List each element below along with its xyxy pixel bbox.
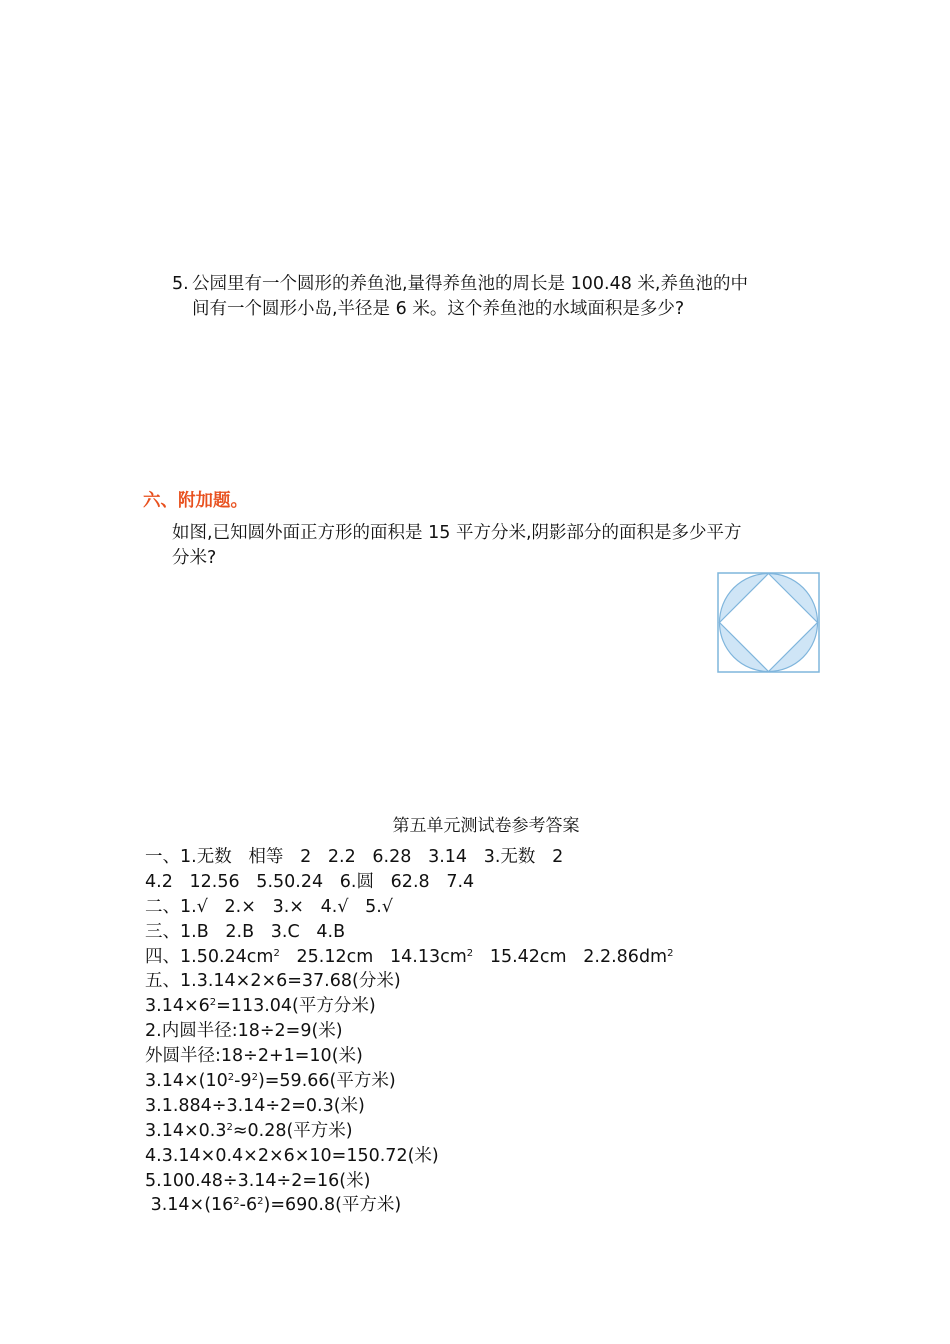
answer-text: 3.14×0.3 xyxy=(145,1120,227,1141)
answer-row xyxy=(145,920,673,945)
answer-text: 一、1.无数 相等 2 2.2 6.28 3.14 3.无数 2 xyxy=(145,847,564,867)
answer-text: )=59.66(平方米) xyxy=(257,1071,396,1092)
question-number: 5. xyxy=(172,274,189,294)
answer-key-title: 第五单元测试卷参考答案 xyxy=(392,816,580,836)
answer-row xyxy=(145,1144,673,1169)
answer-text: )=690.8(平方米) xyxy=(263,1195,402,1216)
answer-list xyxy=(145,845,673,1218)
answer-row xyxy=(145,895,673,920)
answer-text: 4.3.14×0.4×2×6×10=150.72(米) xyxy=(145,1145,439,1166)
answer-row xyxy=(145,1169,673,1194)
answer-row xyxy=(145,994,673,1019)
answer-row xyxy=(145,945,673,970)
superscript: 2 xyxy=(257,1196,264,1208)
question-5-line-2: 间有一个圆形小岛,半径是 6 米。这个养鱼池的水域面积是多少? xyxy=(192,299,685,319)
square-circle-figure xyxy=(717,572,820,673)
superscript: 2 xyxy=(233,1196,240,1208)
superscript: 2 xyxy=(226,1121,233,1133)
answer-text: 3.14×(10 xyxy=(145,1071,228,1092)
answer-text: =113.04(平方分米) xyxy=(216,996,376,1017)
answer-row xyxy=(145,870,673,895)
superscript: 2 xyxy=(273,947,280,959)
answer-text: 3.14×6 xyxy=(145,996,210,1017)
answer-text: 二、1.√ 2.× 3.× 4.√ 5.√ xyxy=(145,896,394,917)
superscript: 2 xyxy=(251,1072,258,1084)
answer-row xyxy=(145,1019,673,1044)
answer-text: 25.12cm 14.13cm xyxy=(279,946,467,967)
answer-text: 三、1.B 2.B 3.C 4.B xyxy=(145,921,346,942)
extra-question-line-1: 如图,已知圆外面正方形的面积是 15 平方分米,阴影部分的面积是多少平方 xyxy=(172,523,742,543)
answer-text: 2.内圆半径:18÷2=9(米) xyxy=(145,1021,343,1042)
answer-text: 4.2 12.56 5.50.24 6.圆 62.8 7.4 xyxy=(145,871,475,892)
answer-text: 四、1.50.24cm xyxy=(145,946,274,967)
answer-row xyxy=(145,1094,673,1119)
answer-row xyxy=(145,1119,673,1144)
answer-row xyxy=(145,1193,673,1218)
answer-text: 5.100.48÷3.14÷2=16(米) xyxy=(145,1170,371,1191)
question-5-line-1 xyxy=(172,272,822,297)
question-5 xyxy=(172,272,822,322)
extra-question xyxy=(172,521,812,571)
answer-row xyxy=(145,845,673,870)
answer-text: 3.1.884÷3.14÷2=0.3(米) xyxy=(145,1095,365,1116)
superscript: 2 xyxy=(667,947,674,959)
answer-text: 外圆半径:18÷2+1=10(米) xyxy=(145,1046,363,1067)
answer-text: 五、1.3.14×2×6=37.68(分米) xyxy=(145,971,401,992)
answer-row xyxy=(145,1069,673,1094)
answer-row xyxy=(145,969,673,994)
section-6-heading: 六、附加题。 xyxy=(143,491,248,511)
superscript: 2 xyxy=(466,947,474,959)
answer-text: -6 xyxy=(239,1195,258,1216)
extra-question-line-2: 分米? xyxy=(172,548,217,568)
answer-text: 15.42cm 2.2.86dm xyxy=(473,946,668,967)
answer-row xyxy=(145,1044,673,1069)
answer-text: 3.14×(16 xyxy=(145,1195,234,1216)
answer-text: ≈0.28(平方米) xyxy=(232,1120,353,1141)
superscript: 2 xyxy=(227,1072,235,1084)
answer-text: -9 xyxy=(234,1071,252,1092)
superscript: 2 xyxy=(209,997,217,1009)
question-text: 公园里有一个圆形的养鱼池,量得养鱼池的周长是 100.48 米,养鱼池的中 xyxy=(192,274,748,294)
